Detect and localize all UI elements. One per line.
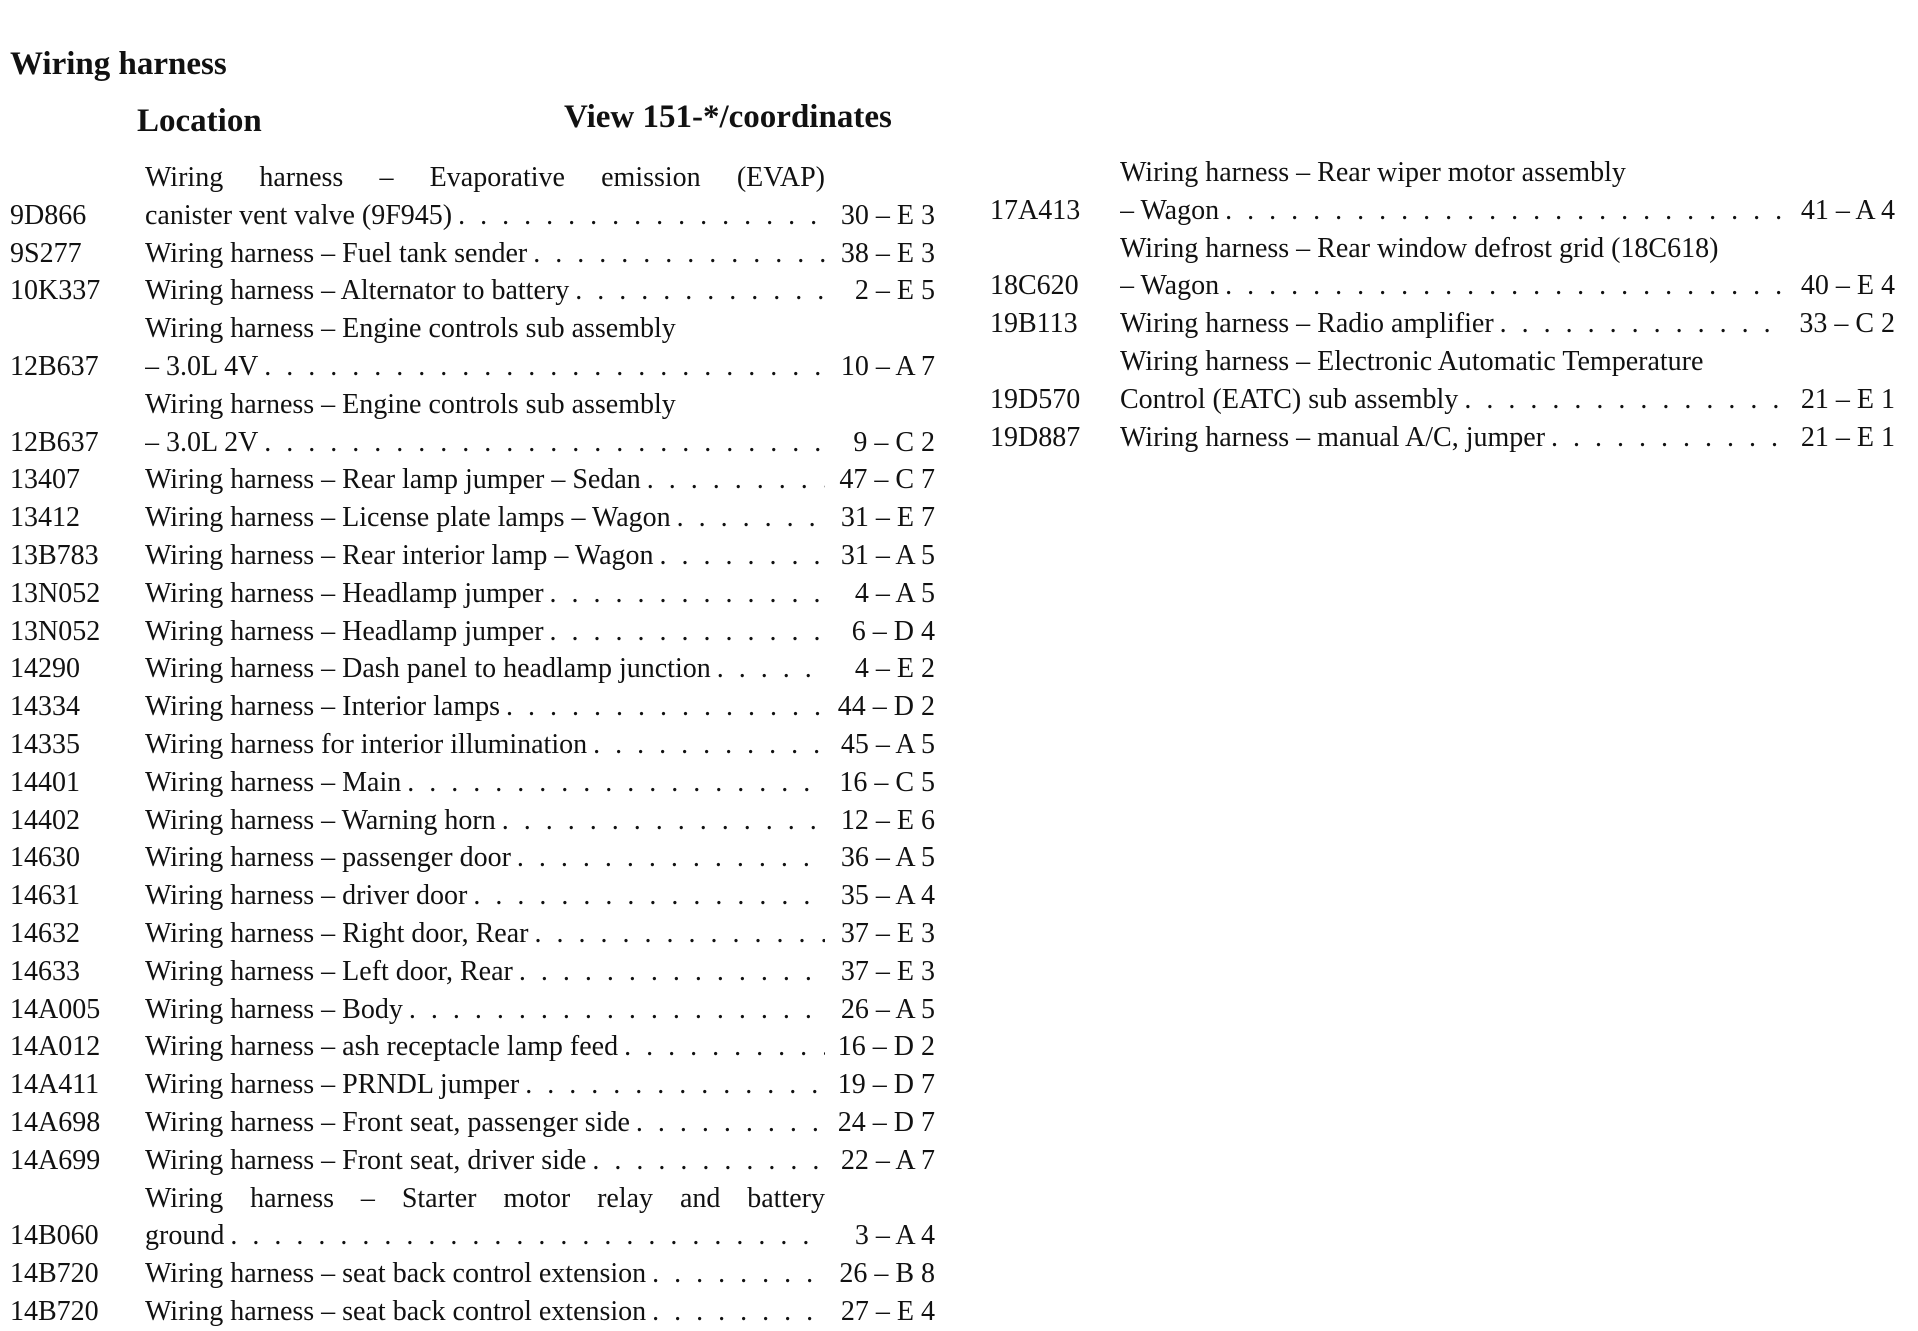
entry-description (145, 1180, 825, 1256)
entry-description (145, 877, 825, 915)
part-code: 9D866 (10, 199, 87, 231)
entry-description (145, 461, 825, 499)
description-text: Wiring harness for interior illumination (145, 728, 588, 760)
entry-description (145, 688, 825, 726)
index-entry (10, 688, 935, 726)
entry-description (145, 272, 825, 310)
entry-description (145, 1104, 825, 1142)
view-column-header: View 151-*/coordinates (564, 99, 892, 135)
view-coordinates: 26 – A 5 (840, 993, 935, 1025)
description-text: Wiring harness – Left door, Rear (145, 955, 513, 987)
part-code: 19D887 (990, 421, 1081, 453)
description-text: Wiring harness – ash receptacle lamp feed (145, 1031, 619, 1063)
view-coordinates: 37 – E 3 (840, 955, 935, 987)
part-code: 12B637 (10, 426, 99, 458)
view-coordinates: 16 – C 5 (839, 766, 935, 798)
description-text: Wiring harness – Body (145, 993, 403, 1025)
part-code: 14A411 (10, 1069, 100, 1101)
part-code: 19D570 (990, 383, 1081, 415)
dot-leader (1458, 381, 1783, 419)
entry-description (145, 839, 825, 877)
part-code: 13412 (10, 502, 80, 534)
description-text: – Wagon (1120, 194, 1220, 226)
view-coordinates: 26 – B 8 (839, 1258, 935, 1290)
part-code: 14632 (10, 917, 80, 949)
view-coordinates: 6 – D 4 (851, 615, 935, 647)
description-text: Wiring harness – driver door (145, 880, 468, 912)
description-text: Wiring harness – Right door, Rear (145, 917, 529, 949)
dot-leader (1545, 419, 1783, 457)
description-text: Wiring harness – Front seat, driver side (145, 1144, 587, 1176)
dot-leader (511, 839, 825, 877)
part-code: 14B720 (10, 1258, 99, 1290)
description-text: Wiring harness – seat back control extension (145, 1295, 647, 1327)
part-code: 13B783 (10, 539, 99, 571)
index-entry (10, 1028, 935, 1066)
view-coordinates: 35 – A 4 (840, 880, 935, 912)
index-entry (10, 877, 935, 915)
dot-leader (467, 877, 825, 915)
index-entry (990, 305, 1895, 343)
entry-description (145, 499, 825, 537)
index-entry (10, 272, 935, 310)
part-code: 12B637 (10, 350, 99, 382)
index-entry (10, 839, 935, 877)
index-entry (10, 764, 935, 802)
description-text: – Wagon (1120, 270, 1220, 302)
dot-leader (452, 197, 825, 235)
index-entry (10, 953, 935, 991)
entry-description (1120, 230, 1783, 306)
view-coordinates: 38 – E 3 (840, 237, 935, 269)
description-text: Wiring harness – Rear interior lamp – Wagon (145, 539, 654, 571)
entry-description (1120, 305, 1783, 343)
dot-leader (654, 537, 825, 575)
view-coordinates: 9 – C 2 (853, 426, 935, 458)
view-coordinates: 45 – A 5 (840, 728, 935, 760)
dot-leader (258, 424, 825, 462)
view-coordinates: 40 – E 4 (1800, 270, 1895, 302)
entry-description (145, 235, 825, 273)
right-index-column (990, 154, 1895, 456)
index-entry (10, 726, 935, 764)
index-entry (10, 1104, 935, 1142)
entry-description (145, 159, 825, 235)
description-first-line: Wiring harness – Rear wiper motor assembly (1120, 157, 1626, 188)
index-entry (10, 1293, 935, 1331)
description-first-line: Wiring harness – Electronic Automatic Temperature (1120, 345, 1704, 377)
part-code: 14B720 (10, 1295, 99, 1327)
dot-leader (527, 235, 825, 273)
part-code: 13N052 (10, 615, 101, 647)
index-entry (10, 386, 935, 462)
part-code: 14A005 (10, 993, 101, 1025)
index-entry (10, 461, 935, 499)
entry-description (145, 1255, 825, 1293)
left-index-column (10, 159, 935, 1331)
view-coordinates: 27 – E 4 (840, 1295, 935, 1327)
dot-leader (1219, 267, 1783, 305)
description-text: Wiring harness – Front seat, passenger side (145, 1106, 630, 1138)
index-entry (10, 310, 935, 386)
part-code: 14633 (10, 955, 80, 987)
dot-leader (586, 1142, 825, 1180)
entry-description (145, 650, 825, 688)
dot-leader (500, 688, 825, 726)
description-text: Control (EATC) sub assembly (1120, 383, 1459, 415)
dot-leader (258, 348, 825, 386)
index-entry (10, 1180, 935, 1256)
dot-leader (513, 953, 825, 991)
description-text: Wiring harness – Fuel tank sender (145, 237, 528, 269)
index-entry (10, 915, 935, 953)
view-coordinates: 19 – D 7 (837, 1069, 935, 1101)
view-coordinates: 24 – D 7 (837, 1106, 935, 1138)
part-code: 14401 (10, 766, 80, 798)
view-coordinates: 31 – E 7 (840, 502, 935, 534)
part-code: 14630 (10, 842, 80, 874)
dot-leader (1219, 192, 1783, 230)
entry-description (1120, 343, 1783, 419)
entry-description (145, 991, 825, 1029)
view-coordinates: 44 – D 2 (837, 691, 935, 723)
part-code: 13N052 (10, 577, 101, 609)
index-entry (10, 235, 935, 273)
description-first-line: Wiring harness – Engine controls sub assembly (145, 388, 676, 420)
entry-description (145, 1293, 825, 1331)
view-coordinates: 31 – A 5 (840, 539, 935, 571)
entry-description (145, 310, 825, 386)
index-entry (10, 613, 935, 651)
description-text: Wiring harness – seat back control extension (145, 1258, 647, 1290)
description-text: – 3.0L 2V (145, 426, 259, 458)
description-text: Wiring harness – passenger door (145, 842, 511, 874)
dot-leader (711, 650, 825, 688)
index-entry (990, 343, 1895, 419)
description-text: Wiring harness – Alternator to battery (145, 275, 570, 307)
entry-description (145, 915, 825, 953)
index-entry (10, 1066, 935, 1104)
part-code: 14A699 (10, 1144, 101, 1176)
dot-leader (544, 575, 825, 613)
entry-description (145, 575, 825, 613)
entry-description (145, 1142, 825, 1180)
entry-description (145, 613, 825, 651)
view-coordinates: 30 – E 3 (840, 199, 935, 231)
dot-leader (618, 1028, 825, 1066)
part-code: 14290 (10, 653, 80, 685)
part-code: 14A012 (10, 1031, 101, 1063)
part-code: 18C620 (990, 270, 1079, 302)
part-code: 13407 (10, 464, 80, 496)
dot-leader (630, 1104, 825, 1142)
view-coordinates: 12 – E 6 (840, 804, 935, 836)
part-code: 14B060 (10, 1220, 99, 1252)
view-coordinates: 2 – E 5 (854, 275, 935, 307)
entry-description (145, 386, 825, 462)
entry-description (145, 953, 825, 991)
index-entry (10, 575, 935, 613)
view-coordinates: 22 – A 7 (840, 1144, 935, 1176)
index-entry (10, 159, 935, 235)
dot-leader (519, 1066, 825, 1104)
dot-leader (646, 1255, 825, 1293)
view-coordinates: 37 – E 3 (840, 917, 935, 949)
entry-description (145, 802, 825, 840)
description-text: Wiring harness – Radio amplifier (1120, 308, 1494, 340)
description-first-line: Wiring harness – Engine controls sub assembly (145, 313, 676, 345)
entry-description (145, 764, 825, 802)
index-entry (10, 1255, 935, 1293)
dot-leader (496, 802, 825, 840)
index-entry (990, 154, 1895, 230)
description-text: Wiring harness – Main (145, 766, 402, 798)
view-coordinates: 4 – A 5 (854, 577, 935, 609)
description-text: Wiring harness – Interior lamps (145, 691, 501, 723)
dot-leader (569, 272, 825, 310)
entry-description (145, 726, 825, 764)
entry-description (145, 1028, 825, 1066)
index-entry (10, 802, 935, 840)
view-coordinates: 33 – C 2 (1799, 308, 1895, 340)
dot-leader (641, 461, 825, 499)
description-text: Wiring harness – PRNDL jumper (145, 1069, 520, 1101)
part-code: 9S277 (10, 237, 82, 269)
index-entry (10, 991, 935, 1029)
dot-leader (587, 726, 825, 764)
part-code: 14631 (10, 880, 80, 912)
view-coordinates: 21 – E 1 (1800, 421, 1895, 453)
location-column-header: Location (137, 103, 262, 139)
description-text: Wiring harness – Warning horn (145, 804, 496, 836)
description-text: Wiring harness – Headlamp jumper (145, 577, 544, 609)
description-text: ground (145, 1220, 225, 1252)
entry-description (1120, 154, 1783, 230)
description-text: Wiring harness – Headlamp jumper (145, 615, 544, 647)
view-coordinates: 36 – A 5 (840, 842, 935, 874)
view-coordinates: 10 – A 7 (840, 350, 935, 382)
index-entry (990, 230, 1895, 306)
entry-description (145, 537, 825, 575)
part-code: 17A413 (990, 194, 1081, 226)
view-coordinates: 47 – C 7 (839, 464, 935, 496)
description-text: canister vent valve (9F945) (145, 199, 453, 231)
index-entry (10, 1142, 935, 1180)
dot-leader (403, 991, 825, 1029)
part-code: 19B113 (990, 308, 1078, 340)
view-coordinates: 4 – E 2 (854, 653, 935, 685)
dot-leader (671, 499, 825, 537)
description-text: Wiring harness – License plate lamps – Wagon (145, 502, 671, 534)
dot-leader (646, 1293, 825, 1331)
view-coordinates: 21 – E 1 (1800, 383, 1895, 415)
description-text: Wiring harness – manual A/C, jumper (1120, 421, 1546, 453)
index-entry (10, 650, 935, 688)
section-title: Wiring harness (10, 46, 227, 82)
view-coordinates: 16 – D 2 (837, 1031, 935, 1063)
part-code: 14335 (10, 728, 80, 760)
index-entry (10, 499, 935, 537)
part-code: 10K337 (10, 275, 101, 307)
dot-leader (544, 613, 825, 651)
description-text: Wiring harness – Dash panel to headlamp junction (145, 653, 711, 685)
dot-leader (401, 764, 825, 802)
dot-leader (224, 1217, 825, 1255)
description-first-line: Wiring harness – Starter motor relay and battery (145, 1182, 825, 1214)
index-entry (990, 419, 1895, 457)
index-entry (10, 537, 935, 575)
view-coordinates: 3 – A 4 (854, 1220, 935, 1252)
view-coordinates: 41 – A 4 (1800, 194, 1895, 226)
description-text: – 3.0L 4V (145, 350, 259, 382)
part-code: 14402 (10, 804, 80, 836)
part-code: 14334 (10, 691, 80, 723)
description-text: Wiring harness – Rear lamp jumper – Sedan (145, 464, 641, 496)
dot-leader (1494, 305, 1783, 343)
entry-description (1120, 419, 1783, 457)
description-first-line: Wiring harness – Evaporative emission (EVAP) (145, 162, 825, 193)
description-first-line: Wiring harness – Rear window defrost grid (18C618) (1120, 232, 1719, 264)
part-code: 14A698 (10, 1106, 101, 1138)
dot-leader (528, 915, 825, 953)
entry-description (145, 1066, 825, 1104)
